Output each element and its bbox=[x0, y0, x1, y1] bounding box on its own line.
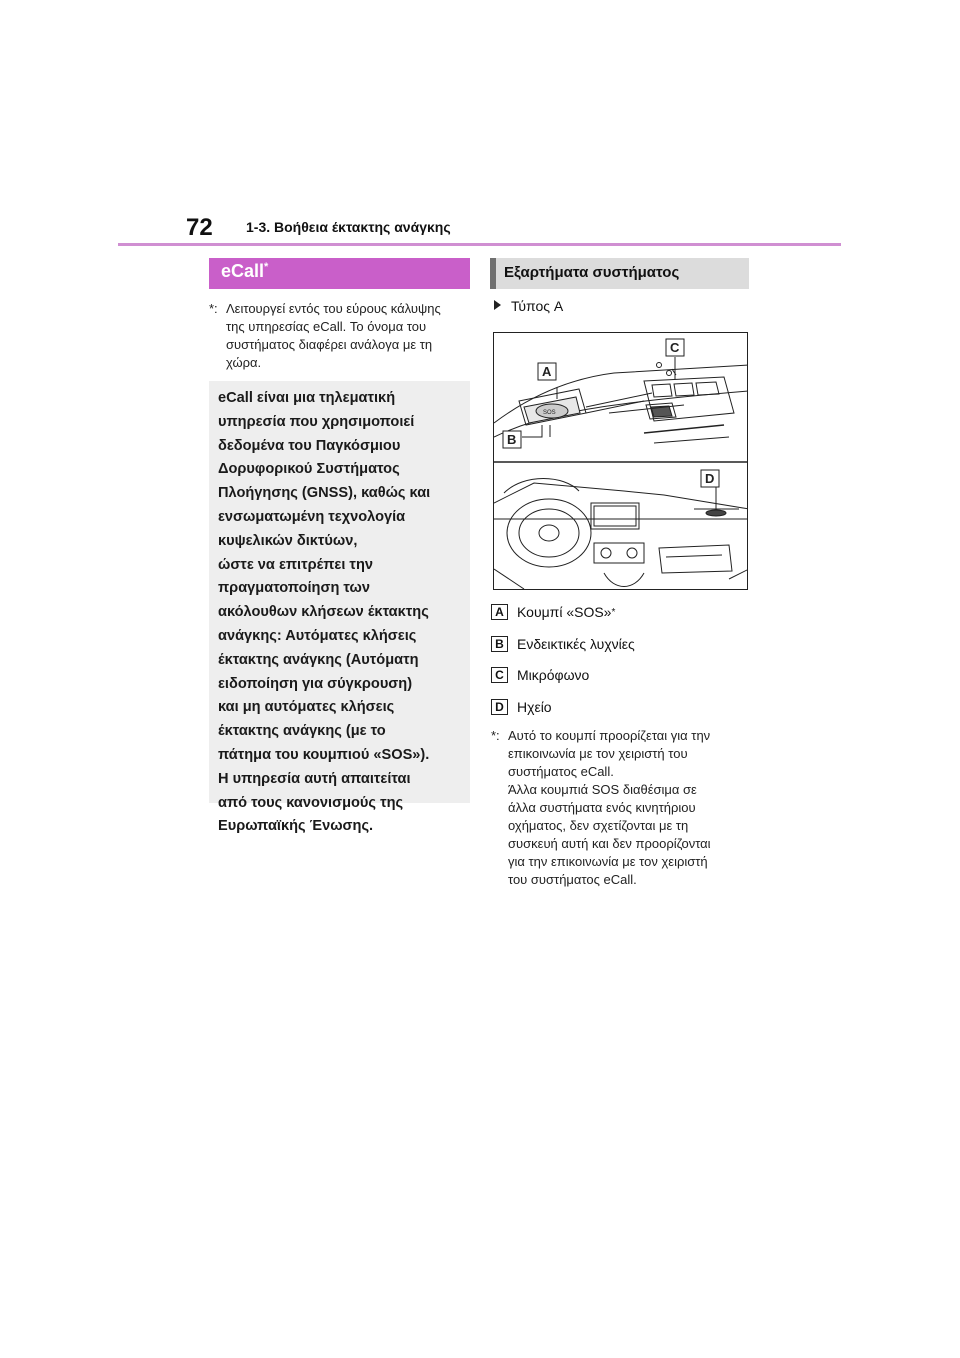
info-line: έκτακτης ανάγκης (Αυτόματη bbox=[218, 651, 419, 668]
callout-mark: * bbox=[611, 606, 616, 618]
callout-letter: C bbox=[491, 667, 508, 683]
sos-button-text: SOS bbox=[543, 410, 556, 416]
footnote-line: συστήματος eCall. bbox=[508, 764, 614, 779]
type-label bbox=[494, 298, 563, 314]
info-line: Πλοήγησης (GNSS), καθώς και bbox=[218, 485, 431, 502]
footnote-line: της υπηρεσίας eCall. Το όνομα του bbox=[226, 319, 427, 334]
footnote-line: άλλα συστήματα ενός κινητήριου bbox=[508, 800, 696, 815]
callout-text: Ηχείο bbox=[517, 699, 552, 715]
footnote-line: Λειτουργεί εντός του εύρους κάλυψης bbox=[226, 301, 441, 316]
footnote-line: Άλλα κουμπιά SOS διαθέσιμα σε bbox=[508, 782, 697, 797]
info-line: Η υπηρεσία αυτή απαιτείται bbox=[218, 770, 411, 787]
callout-c bbox=[491, 667, 589, 683]
callout-b bbox=[491, 636, 635, 652]
triangle-bullet-icon bbox=[494, 300, 501, 310]
footnote-line: επικοινωνία με τον χειριστή του bbox=[508, 746, 688, 761]
info-line: ώστε να επιτρέπει την bbox=[218, 556, 373, 573]
callout-text: Ενδεικτικές λυχνίες bbox=[517, 636, 635, 652]
info-line: και μη αυτόματες κλήσεις bbox=[218, 699, 395, 716]
vehicle-interior-illustration bbox=[494, 333, 748, 590]
footnote-line: συσκευή αυτή και δεν προορίζονται bbox=[508, 836, 711, 851]
footnote-line: οχήματος, δεν σχετίζονται με τη bbox=[508, 818, 689, 833]
callout-a bbox=[491, 604, 615, 620]
callout-d bbox=[491, 699, 552, 715]
ecall-heading bbox=[209, 258, 470, 289]
info-line: πραγματοποίηση των bbox=[218, 580, 370, 597]
callout-letter: B bbox=[491, 636, 508, 652]
figure-label-c: C bbox=[670, 340, 680, 355]
ecall-info-box bbox=[209, 381, 470, 835]
callout-letter: A bbox=[491, 604, 508, 620]
footnote-line: του συστήματος eCall. bbox=[508, 872, 637, 887]
page-number: 72 bbox=[186, 214, 213, 241]
system-components-figure bbox=[493, 332, 748, 590]
components-heading: Εξαρτήματα συστήματος bbox=[490, 258, 749, 289]
footnote-mark: *: bbox=[491, 728, 500, 743]
info-line: ειδοποίηση για σύγκρουση) bbox=[218, 675, 413, 692]
type-label-text: Τύπος A bbox=[511, 298, 564, 314]
info-line: ανάγκης: Αυτόματες κλήσεις bbox=[218, 627, 417, 644]
info-line: ακόλουθων κλήσεων έκτακτης bbox=[218, 604, 429, 621]
section-title: 1-3. Βοήθεια έκτακτης ανάγκης bbox=[246, 219, 451, 235]
figure-label-b: B bbox=[507, 432, 517, 447]
info-line: δεδομένα του Παγκόσμιου bbox=[218, 437, 401, 454]
footnote-mark: *: bbox=[209, 301, 218, 316]
footnote-line: συστήματος διαφέρει ανάλογα με τη bbox=[226, 337, 433, 352]
callout-letter: D bbox=[491, 699, 508, 715]
coverage-footnote bbox=[209, 300, 471, 372]
sos-button-footnote bbox=[491, 727, 753, 889]
footnote-line: για την επικοινωνία με τον χειριστή bbox=[508, 854, 708, 869]
info-line: Ευρωπαϊκής Ένωσης. bbox=[218, 818, 374, 835]
info-line: πάτημα του κουμπιού «SOS»). bbox=[218, 746, 430, 763]
callout-text: Μικρόφωνο bbox=[517, 667, 590, 683]
info-line: υπηρεσία που χρησιμοποιεί bbox=[218, 413, 415, 430]
info-line: Δορυφορικού Συστήματος bbox=[218, 461, 400, 478]
info-line: ενσωματωμένη τεχνολογία bbox=[218, 508, 406, 525]
callout-text: Κουμπί «SOS» bbox=[517, 604, 612, 620]
footnote-line: χώρα. bbox=[226, 355, 262, 370]
figure-label-d: D bbox=[705, 471, 715, 486]
header-rule bbox=[118, 243, 841, 246]
info-line: eCall είναι μια τηλεματική bbox=[218, 390, 396, 406]
ecall-heading-mark: * bbox=[264, 261, 269, 273]
figure-label-a: A bbox=[542, 364, 552, 379]
ecall-heading-text: eCall bbox=[221, 261, 265, 281]
info-line: κυψελικών δικτύων, bbox=[218, 532, 358, 549]
info-line: από τους κανονισμούς της bbox=[218, 794, 404, 811]
footnote-line: Αυτό το κουμπί προορίζεται για την bbox=[508, 728, 711, 743]
info-line: έκτακτης ανάγκης (με το bbox=[218, 723, 386, 740]
